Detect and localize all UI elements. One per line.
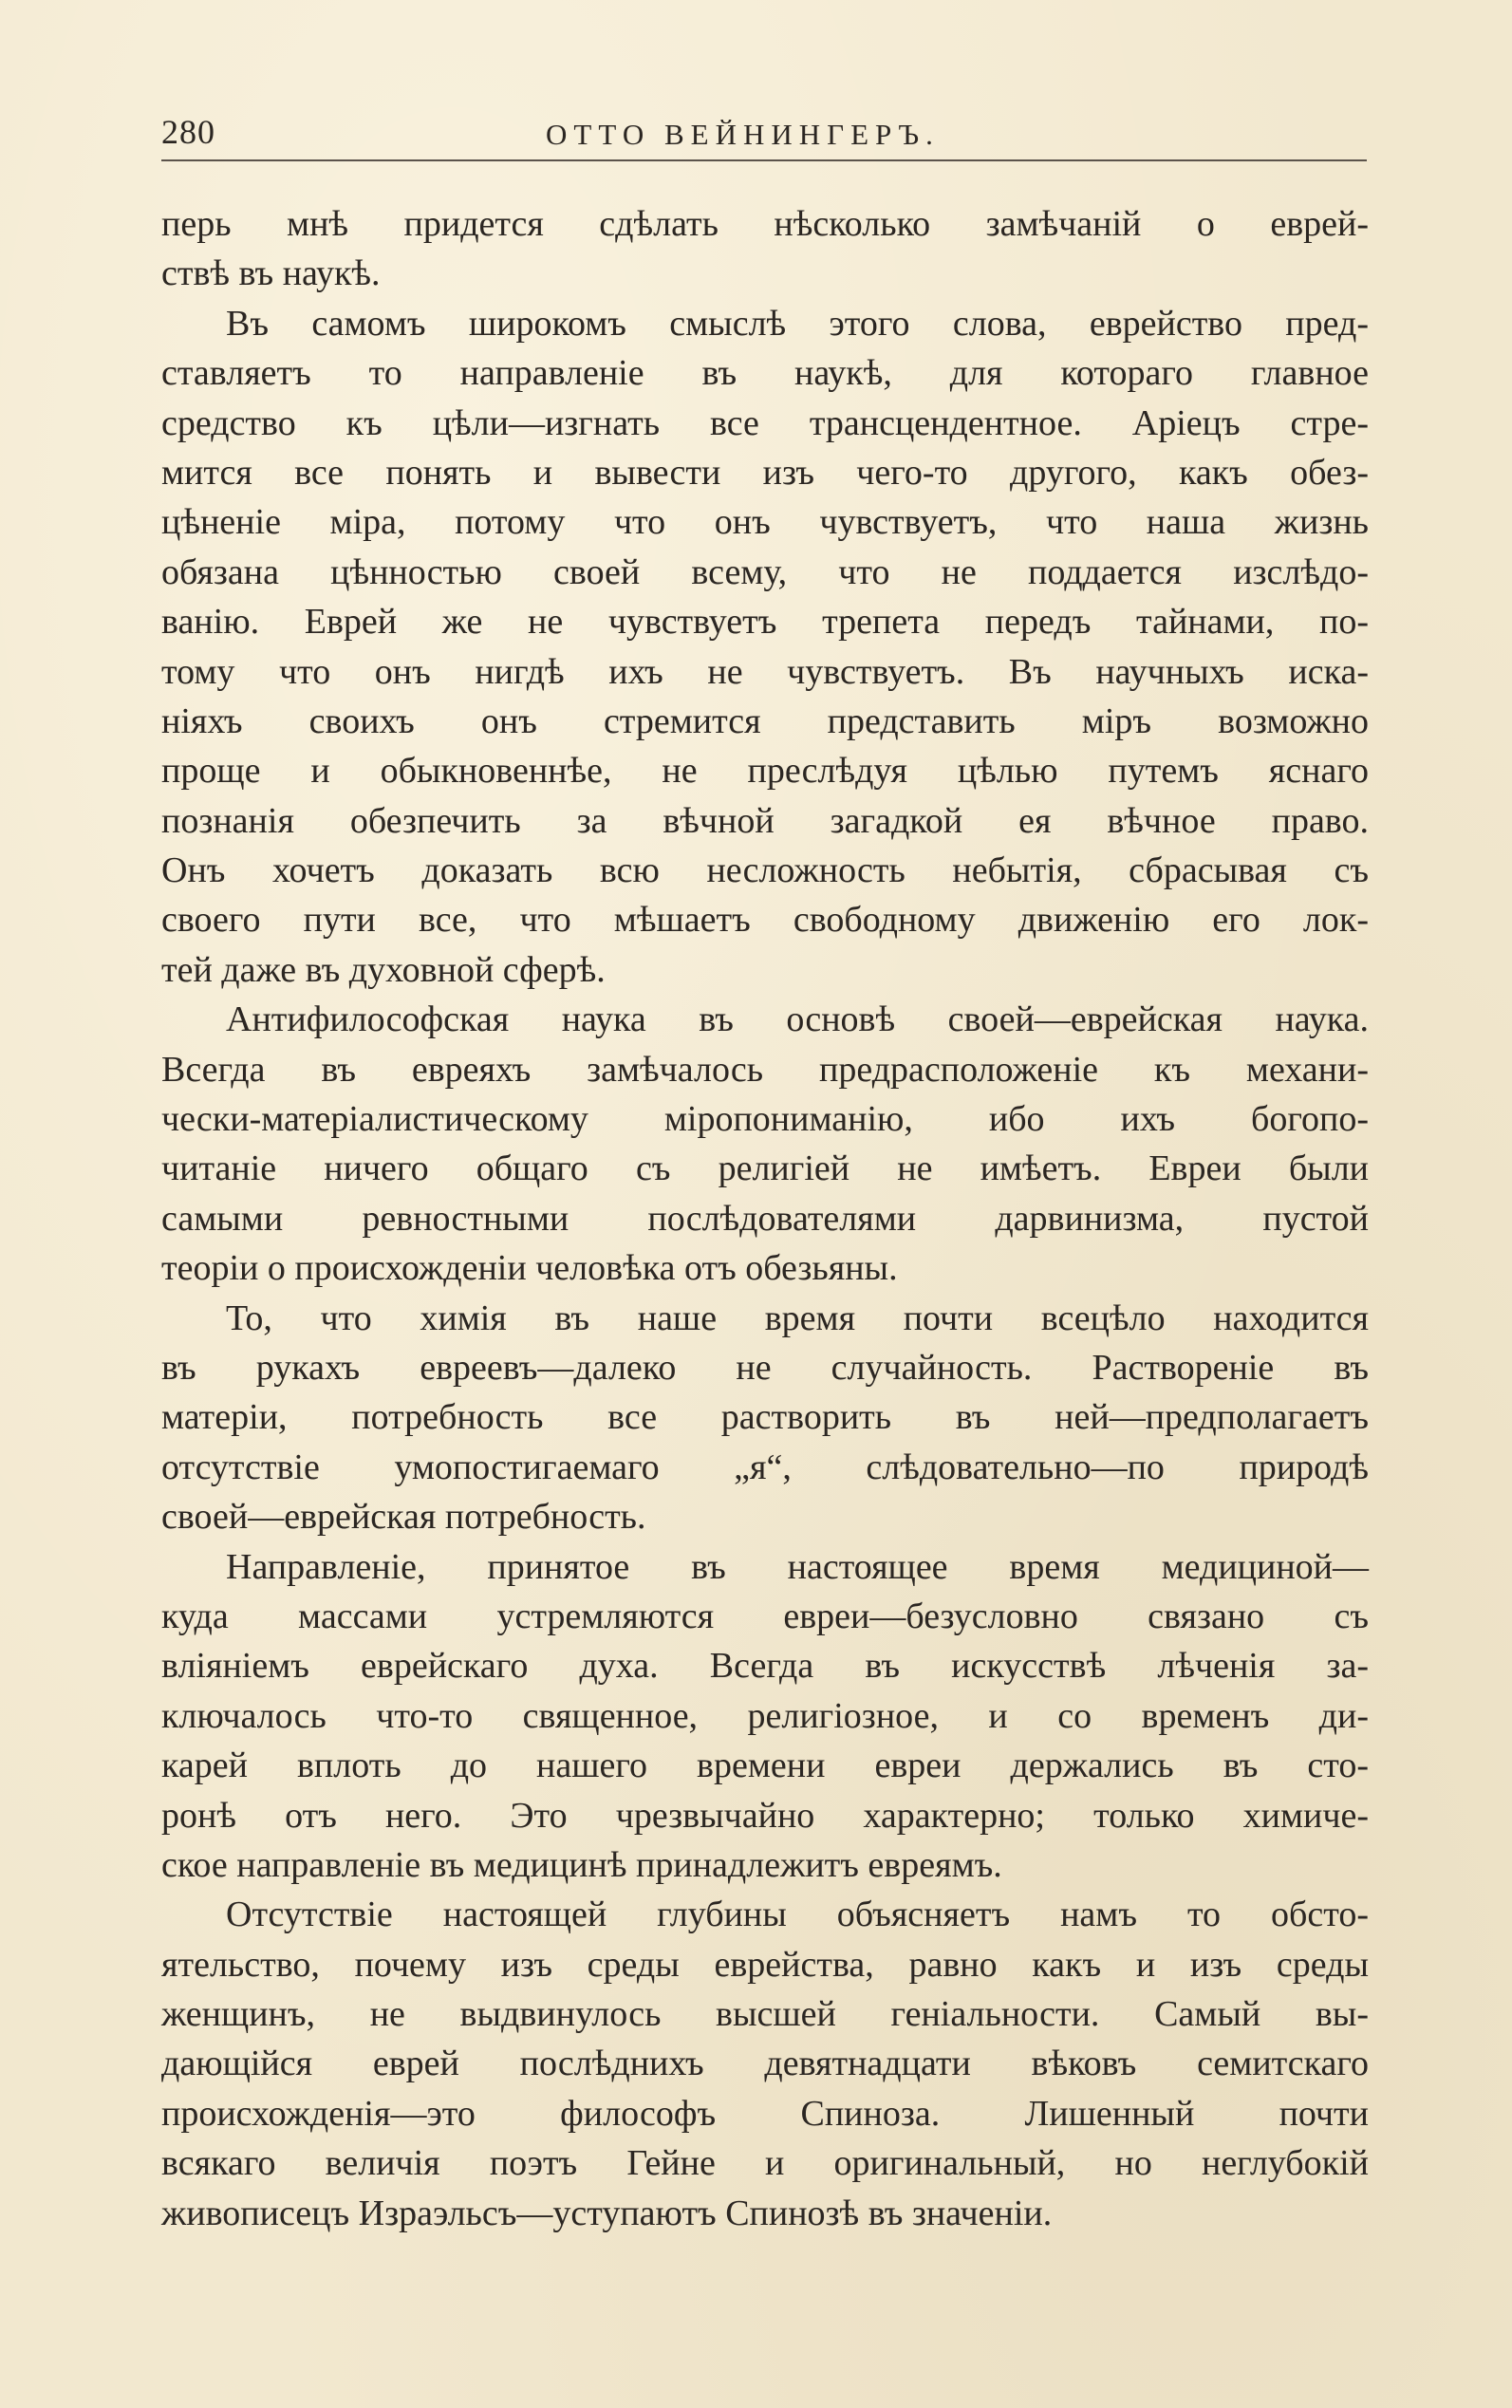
text-line: ронѣ отъ него. Это чрезвычайно характерно; только химиче-	[161, 1795, 1369, 1836]
body-text	[161, 199, 1369, 2238]
text-line: цѣненіе міра, потому что онъ чувствуетъ, что наша жизнь	[161, 502, 1369, 543]
text-line: своего пути все, что мѣшаетъ свободному движенію его лок-	[161, 900, 1369, 941]
text-line: мится все понять и вывести изъ чего-то другого, какъ обез-	[161, 452, 1369, 493]
text-line: живописецъ Израэльсъ—уступаютъ Спинозѣ въ значеніи.	[161, 2193, 1053, 2233]
text-line: ключалось что-то священное, религіозное, и со временъ ди-	[161, 1695, 1369, 1736]
text-line: Антифилософская наука въ основѣ своей—еврейская наука.	[226, 999, 1369, 1040]
text-line: Направленіе, принятое въ настоящее время медициной—	[226, 1546, 1369, 1587]
text-line: вліяніемъ еврейскаго духа. Всегда въ искусствѣ лѣченія за-	[161, 1646, 1369, 1687]
text-line: своей—еврейская потребность.	[161, 1497, 646, 1538]
text-line: карей вплоть до нашего времени евреи держались въ сто-	[161, 1745, 1369, 1786]
text-line: ствѣ въ наукѣ.	[161, 253, 381, 294]
page-header	[161, 106, 1367, 163]
header-rule	[161, 159, 1367, 161]
text-line: теоріи о происхожденіи человѣка отъ обезьяны.	[161, 1248, 898, 1289]
text-line: Отсутствіе настоящей глубины объясняетъ намъ то обсто-	[226, 1895, 1369, 1935]
text-line: ское направленіе въ медицинѣ принадлежитъ евреямъ.	[161, 1844, 1002, 1885]
text-line: познанія обезпечить за вѣчной загадкой ея вѣчное право.	[161, 800, 1369, 841]
text-line: Онъ хочетъ доказать всю несложность небытія, сбрасывая съ	[161, 850, 1369, 891]
text-line: тому что онъ нигдѣ ихъ не чувствуетъ. Въ научныхъ иска-	[161, 651, 1369, 692]
text-line: тей даже въ духовной сферѣ.	[161, 949, 606, 990]
text-line: происхожденія—это философъ Спиноза. Лишенный почти	[161, 2093, 1369, 2134]
text-line: матеріи, потребность все растворить въ ней—предполагаетъ	[161, 1397, 1369, 1438]
text-line: ятельство, почему изъ среды еврейства, равно какъ и изъ среды	[161, 1944, 1369, 1985]
text-line: дающійся еврей послѣднихъ девятнадцати вѣковъ семитскаго	[161, 2044, 1369, 2084]
page-number: 280	[161, 113, 215, 151]
text-line: обязана цѣнностью своей всему, что не поддается изслѣдо-	[161, 551, 1369, 592]
text-line: въ рукахъ евреевъ—далеко не случайность. Раствореніе въ	[161, 1347, 1369, 1388]
text-line: Всегда въ евреяхъ замѣчалось предрасположеніе къ механи-	[161, 1049, 1369, 1090]
text-line: средство къ цѣли—изгнать все трансцендентное. Аріецъ стре-	[161, 402, 1369, 443]
text-line: всякаго величія поэтъ Гейне и оригинальный, но неглубокій	[161, 2143, 1369, 2184]
text-line: ставляетъ то направленіе въ наукѣ, для котораго главное	[161, 353, 1369, 394]
text-line: проще и обыкновеннѣе, не преслѣдуя цѣлью путемъ яснаго	[161, 751, 1369, 792]
text-line: куда массами устремляются евреи—безусловно связано съ	[161, 1596, 1369, 1636]
text-line: женщинъ, не выдвинулось высшей геніальности. Самый вы-	[161, 1994, 1369, 2035]
text-line: перь мнѣ придется сдѣлать нѣсколько замѣчаній о еврей-	[161, 204, 1369, 244]
text-line: Въ самомъ широкомъ смыслѣ этого слова, еврейство пред-	[226, 303, 1369, 344]
text-line: ніяхъ своихъ онъ стремится представить міръ возможно	[161, 700, 1369, 741]
text-line: чески-матеріалистическому міропониманію, ибо ихъ богопо-	[161, 1099, 1369, 1140]
running-title: ОТТО ВЕЙНИНГЕРЪ.	[546, 118, 940, 151]
text-line: самыми ревностными послѣдователями дарвинизма, пустой	[161, 1198, 1369, 1239]
text-line: читаніе ничего общаго съ религіей не имѣетъ. Евреи были	[161, 1148, 1369, 1189]
text-line: То, что химія въ наше время почти всецѣло находится	[226, 1297, 1369, 1338]
text-line: ванію. Еврей же не чувствуетъ трепета передъ тайнами, по-	[161, 602, 1369, 643]
text-line: отсутствіе умопостигаемаго „я“, слѣдовательно—по природѣ	[161, 1447, 1369, 1487]
